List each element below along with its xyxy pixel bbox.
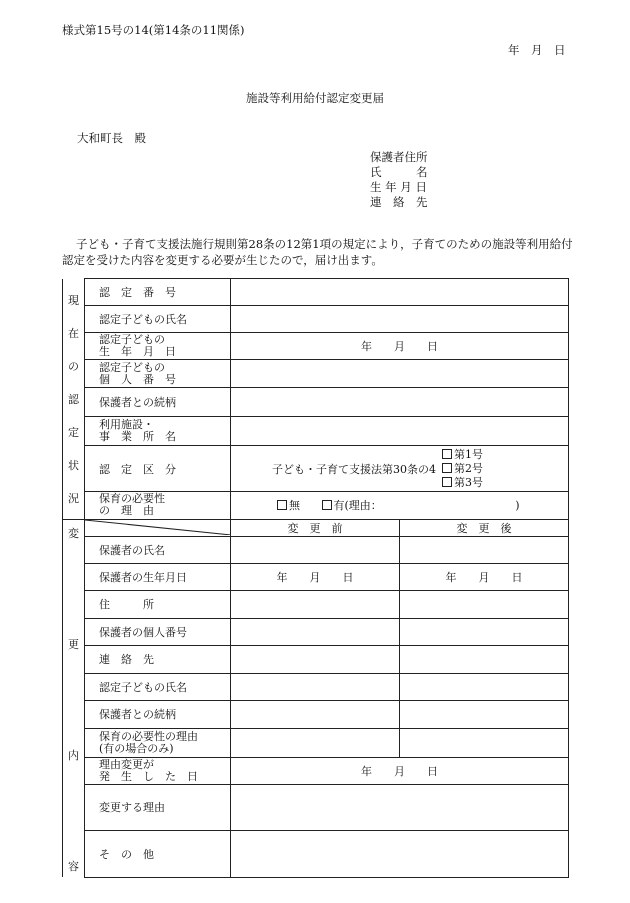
occurred-date-field[interactable]: 年 月 日 [231,757,569,784]
facility-label-1: 利用施設・ [99,417,154,431]
child-name-after[interactable] [400,673,569,700]
reason-label: 変更する理由 [99,801,165,814]
change-need-label-1: 保育の必要性の理由 [99,729,198,743]
class-text: 子ども・子育て支援法第30条の4 [272,462,436,476]
child-name-label: 認定子どもの氏名 [99,313,187,327]
relation-before[interactable] [231,700,400,728]
form-table [62,278,569,878]
guardian-id-label: 保護者の個人番号 [99,625,187,639]
current-side-label: 現 在 の 認 定 状 況 [63,279,85,520]
guardian-name-before[interactable] [231,536,400,563]
applicant-contact-label: 連 絡 先 [370,195,428,209]
class-option-3[interactable]: 第3号 [442,476,483,490]
child-id-label-2: 個 人 番 号 [99,372,176,386]
facility-label-2: 事 業 所 名 [99,429,176,443]
guardian-birth-label: 保護者の生年月日 [99,570,187,584]
child-name-before[interactable] [231,673,400,700]
contact-after[interactable] [400,645,569,673]
need-label-1: 保育の必要性 [99,492,165,506]
change-need-label-2: (有の場合のみ) [99,741,174,755]
occurred-label-1: 理由変更が [99,757,154,771]
reason-field[interactable] [231,784,569,830]
need-after[interactable] [400,728,569,757]
relation-label: 保護者との続柄 [99,395,176,409]
cert-number-label: 認 定 番 号 [99,286,176,300]
child-id-field[interactable] [231,360,569,387]
guardian-id-after[interactable] [400,618,569,645]
change-side-label: 変 更 内 容 [63,519,85,877]
applicant-birth-label: 生 年 月 日 [370,180,427,194]
need-close-paren: ) [515,499,520,513]
applicant-address-label: 保護者住所 [370,150,428,164]
addressee: 大和町長 殿 [77,131,146,145]
need-none-option[interactable]: 無 [277,499,300,512]
before-header: 変 更 前 [231,519,400,536]
guardian-name-after[interactable] [400,536,569,563]
class-option-1[interactable]: 第1号 [442,448,483,462]
need-yes-option[interactable]: 有(理由： [322,499,382,512]
child-name-field[interactable] [231,306,569,333]
child-id-label-1: 認定子どもの [99,360,165,374]
intro-text-line2: 認定を受けた内容を変更する必要が生じたので，届け出ます。 [62,253,383,267]
guardian-name-label: 保護者の氏名 [99,543,165,557]
submission-date: 年 月 日 [508,43,566,57]
address-after[interactable] [400,590,569,618]
class-option-2[interactable]: 第2号 [442,462,483,476]
child-birth-label-2: 生 年 月 日 [99,345,176,359]
guardian-birth-before[interactable]: 年 月 日 [231,563,400,590]
facility-field[interactable] [231,416,569,445]
guardian-birth-after[interactable]: 年 月 日 [400,563,569,590]
occurred-label-2: 発 生 し た 日 [99,769,198,783]
change-child-name-label: 認定子どもの氏名 [99,680,187,694]
header-diagonal-cell [85,519,231,536]
relation-after[interactable] [400,700,569,728]
contact-before[interactable] [231,645,400,673]
form-title: 施設等利用給付認定変更届 [246,91,384,105]
child-birth-field[interactable]: 年 月 日 [231,333,569,360]
diagonal-line [85,520,231,535]
class-label: 認 定 区 分 [99,462,176,476]
other-label: そ の 他 [99,847,154,861]
address-before[interactable] [231,590,400,618]
other-field[interactable] [231,830,569,877]
intro-text-line1: 子ども・子育て支援法施行規則第28条の12第1項の規定により，子育てのための施設等利用給付 [76,237,573,251]
relation-field[interactable] [231,387,569,416]
need-before[interactable] [231,728,400,757]
guardian-id-before[interactable] [231,618,400,645]
contact-label: 連 絡 先 [99,653,154,666]
applicant-name-label: 氏 名 [370,165,428,179]
address-label: 住 所 [99,598,154,611]
class-field[interactable] [231,445,569,491]
need-field[interactable] [231,492,569,519]
need-label-2: の 理 由 [99,504,154,518]
child-birth-label-1: 認定子どもの [99,333,165,347]
after-header: 変 更 後 [400,519,569,536]
change-relation-label: 保護者との続柄 [99,708,176,721]
form-number: 様式第15号の14(第14条の11関係) [62,23,245,37]
cert-number-field[interactable] [231,279,569,306]
